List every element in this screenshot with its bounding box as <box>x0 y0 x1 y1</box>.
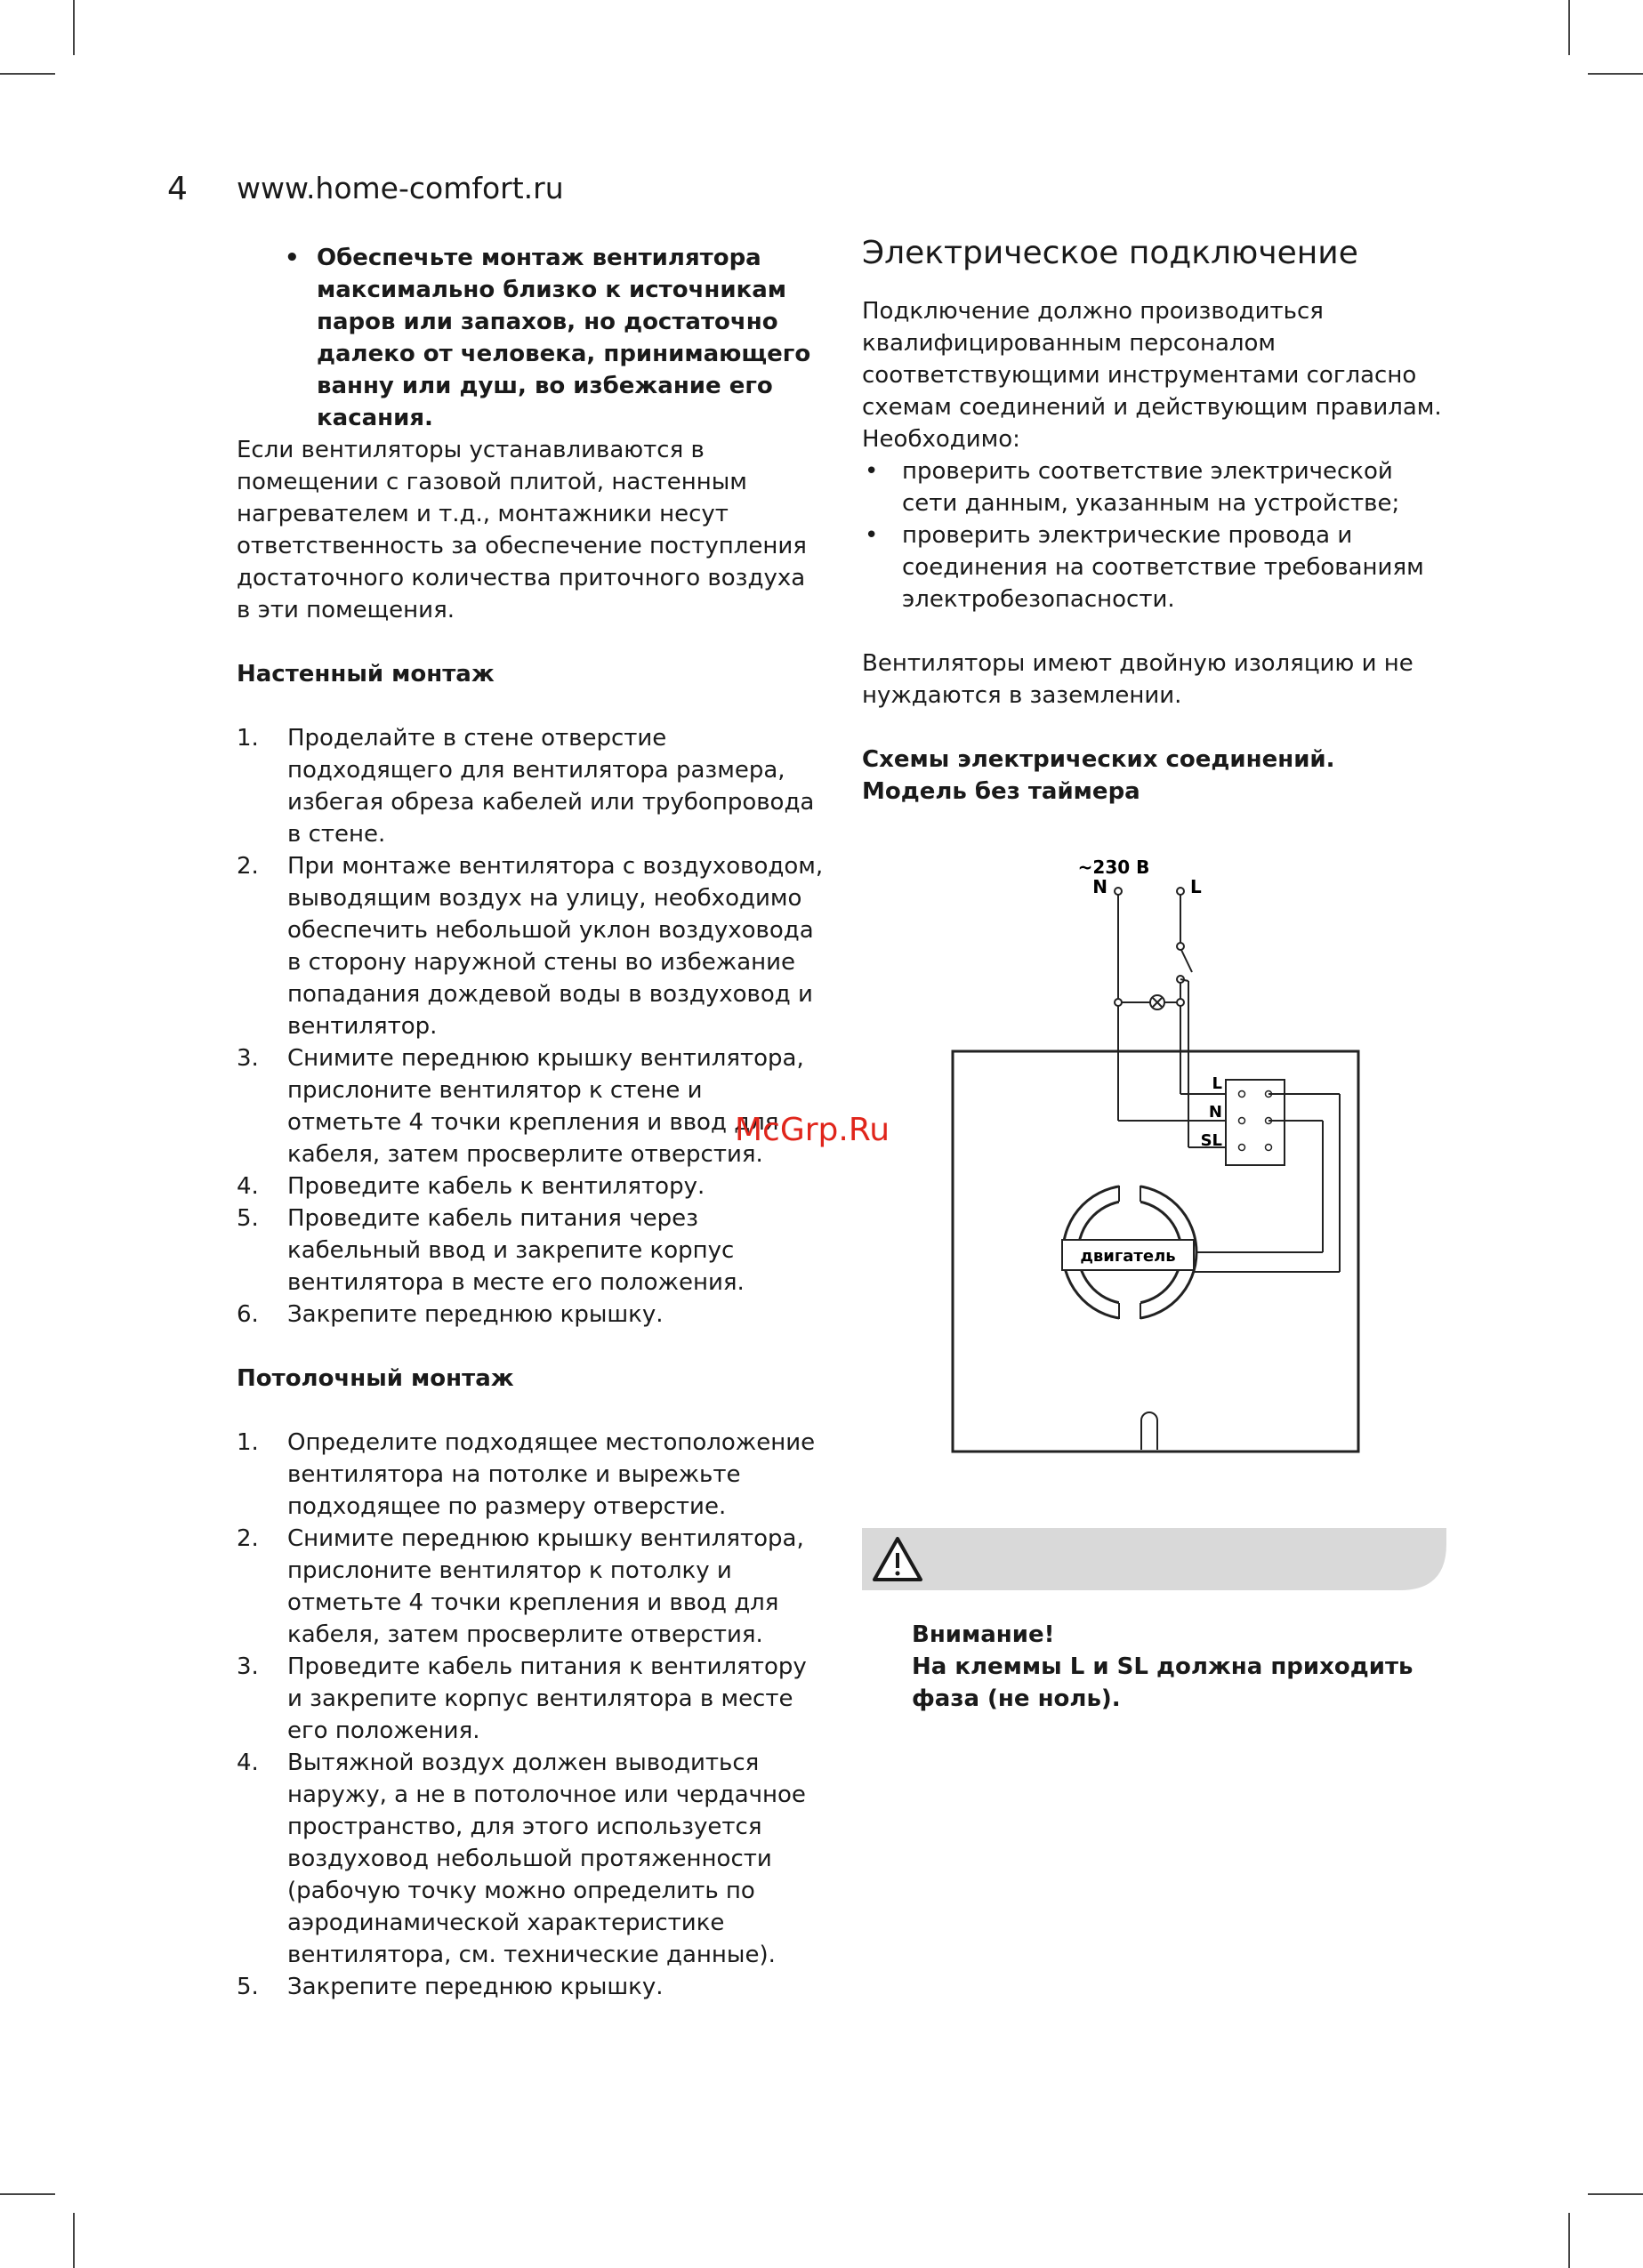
warning-icon-dot <box>896 1572 900 1576</box>
motor-label: двигатель <box>1080 1247 1176 1266</box>
crop-mark <box>1568 0 1570 55</box>
bullet-dot: • <box>865 522 879 549</box>
ceiling-mount-steps <box>237 1427 824 2003</box>
drain-slot <box>1141 1412 1157 1450</box>
check-text: проверить электрические провода и соединения на соответствие требованиям электробезопасности. <box>902 522 1424 613</box>
list-item <box>237 1971 824 2003</box>
bullet-item <box>237 242 824 434</box>
terminal-screw <box>1266 1145 1272 1151</box>
list-item <box>237 1747 824 1971</box>
list-item <box>237 1299 824 1331</box>
step-text: Проведите кабель к вентилятору. <box>287 1173 705 1200</box>
motor-gap <box>1119 1184 1140 1203</box>
terminal-screw <box>1239 1118 1245 1124</box>
n-supply-label: N <box>1092 876 1107 897</box>
motor-gap <box>1119 1301 1140 1321</box>
step-number: 1. <box>237 725 259 752</box>
step-number: 4. <box>237 1173 259 1200</box>
step-number: 6. <box>237 1301 259 1328</box>
step-text: Снимите переднюю крышку вентилятора, прислоните вентилятор к потолку и отметьте 4 точки крепления и ввод для кабеля, затем просверлите отверстия. <box>287 1525 804 1648</box>
step-number: 5. <box>237 1974 259 2000</box>
bullet-dot: • <box>865 458 879 485</box>
gas-paragraph: Если вентиляторы устанавливаются в помещении с газовой плитой, настенным нагревателем и т.д., монтажники несут ответственность за обеспечение поступления достаточного количества приточного воздуха в эти помещения. <box>237 437 807 623</box>
list-item <box>237 1170 824 1202</box>
step-text: Проведите кабель питания через кабельный ввод и закрепите корпус вентилятора в месте его положения. <box>287 1205 745 1296</box>
crop-mark <box>1568 2213 1570 2268</box>
wall-mount-title: Настенный монтаж <box>237 661 495 688</box>
step-number: 2. <box>237 853 259 880</box>
step-number: 3. <box>237 1653 259 1680</box>
step-text: Снимите переднюю крышку вентилятора, прислоните вентилятор к стене и отметьте 4 точки крепления и ввод для кабеля, затем просверлите отверстия. <box>287 1045 804 1168</box>
step-number: 3. <box>237 1045 259 1072</box>
junction <box>1115 999 1122 1006</box>
terminal-screw <box>1239 1145 1245 1151</box>
switch-lever <box>1181 950 1192 972</box>
step-text: Закрепите переднюю крышку. <box>287 1974 664 2000</box>
crop-mark <box>0 2193 55 2195</box>
terminal-screw <box>1239 1091 1245 1098</box>
terminal-block <box>1226 1080 1285 1165</box>
n-supply-terminal <box>1115 888 1122 895</box>
step-text: При монтаже вентилятора с воздуховодом, выводящим воздух на улицу, необходимо обеспечить небольшой уклон воздуховода в сторону наружной стены во избежание попадания дождевой воды в воздуховод и вентилятор. <box>287 853 824 1040</box>
section-title: Электрическое подключение <box>862 235 1358 271</box>
checks-list <box>862 455 1449 615</box>
right-column <box>862 233 1449 808</box>
list-item <box>237 722 824 850</box>
crop-mark <box>1588 73 1643 75</box>
step-text: Закрепите переднюю крышку. <box>287 1301 664 1328</box>
bullet-dot: • <box>285 245 300 271</box>
crop-mark <box>73 0 75 55</box>
list-item <box>862 519 1449 615</box>
warning-title: Внимание! <box>912 1621 1055 1648</box>
wall-mount-steps <box>237 722 824 1331</box>
site-url: www.home-comfort.ru <box>237 171 564 205</box>
wiring-diagram <box>943 854 1370 1459</box>
page-number: 4 <box>167 171 188 207</box>
step-text: Определите подходящее местоположение вентилятора на потолке и вырежьте подходящее по размеру отверстие. <box>287 1429 816 1520</box>
step-text: Проведите кабель питания к вентилятору и закрепите корпус вентилятора в месте его положения. <box>287 1653 807 1744</box>
warning-band <box>862 1528 1446 1590</box>
crop-mark <box>0 73 55 75</box>
terminal-n-label: N <box>1208 1103 1222 1122</box>
crop-mark <box>1588 2193 1643 2195</box>
warning-banner <box>862 1528 1446 1590</box>
list-item <box>237 1202 824 1299</box>
step-number: 4. <box>237 1749 259 1776</box>
schemes-subtitle: Модель без таймера <box>862 778 1140 805</box>
list-item <box>862 455 1449 519</box>
l-supply-label: L <box>1190 876 1202 897</box>
step-number: 1. <box>237 1429 259 1456</box>
check-text: проверить соответствие электрической сети данным, указанным на устройстве; <box>902 458 1400 517</box>
terminal-l-label: L <box>1212 1074 1222 1093</box>
voltage-label: ~230 В <box>1077 857 1150 878</box>
switch-contact <box>1177 943 1184 950</box>
list-item <box>237 1427 824 1523</box>
warning-message: На клеммы L и SL должна приходить фаза (не ноль). <box>912 1653 1413 1712</box>
schemes-title: Схемы электрических соединений. <box>862 746 1335 773</box>
watermark: McGrp.Ru <box>735 1112 890 1148</box>
step-text: Вытяжной воздух должен выводиться наружу, а не в потолочное или чердачное пространство, для этого используется воздуховод небольшой протяженности (рабочую точку можно определить по аэродинамической характеристике вентилятора, см. технические данные). <box>287 1749 806 1968</box>
bullet-text: Обеспечьте монтаж вентилятора максимально близко к источникам паров или запахов, но достаточно далеко от человека, принимающего ванну или душ, во избежание его касания. <box>317 245 811 431</box>
l-supply-terminal <box>1177 888 1184 895</box>
warning-text-block <box>912 1619 1463 1715</box>
insulation-paragraph: Вентиляторы имеют двойную изоляцию и не нуждаются в заземлении. <box>862 650 1413 709</box>
step-number: 2. <box>237 1525 259 1552</box>
intro-paragraph: Подключение должно производиться квалифицированным персоналом соответствующими инструментами согласно схемам соединений и действующим правилам. <box>862 298 1442 421</box>
list-item <box>237 1042 824 1170</box>
terminal-sl-label: SL <box>1200 1131 1222 1150</box>
crop-mark <box>73 2213 75 2268</box>
step-text: Проделайте в стене отверстие подходящего для вентилятора размера, избегая обреза кабелей или трубопровода в стене. <box>287 725 815 848</box>
necessary-label: Необходимо: <box>862 426 1020 453</box>
list-item <box>237 1651 824 1747</box>
list-item <box>237 1523 824 1651</box>
ceiling-mount-title: Потолочный монтаж <box>237 1365 514 1392</box>
junction <box>1177 999 1184 1006</box>
step-number: 5. <box>237 1205 259 1232</box>
list-item <box>237 850 824 1042</box>
